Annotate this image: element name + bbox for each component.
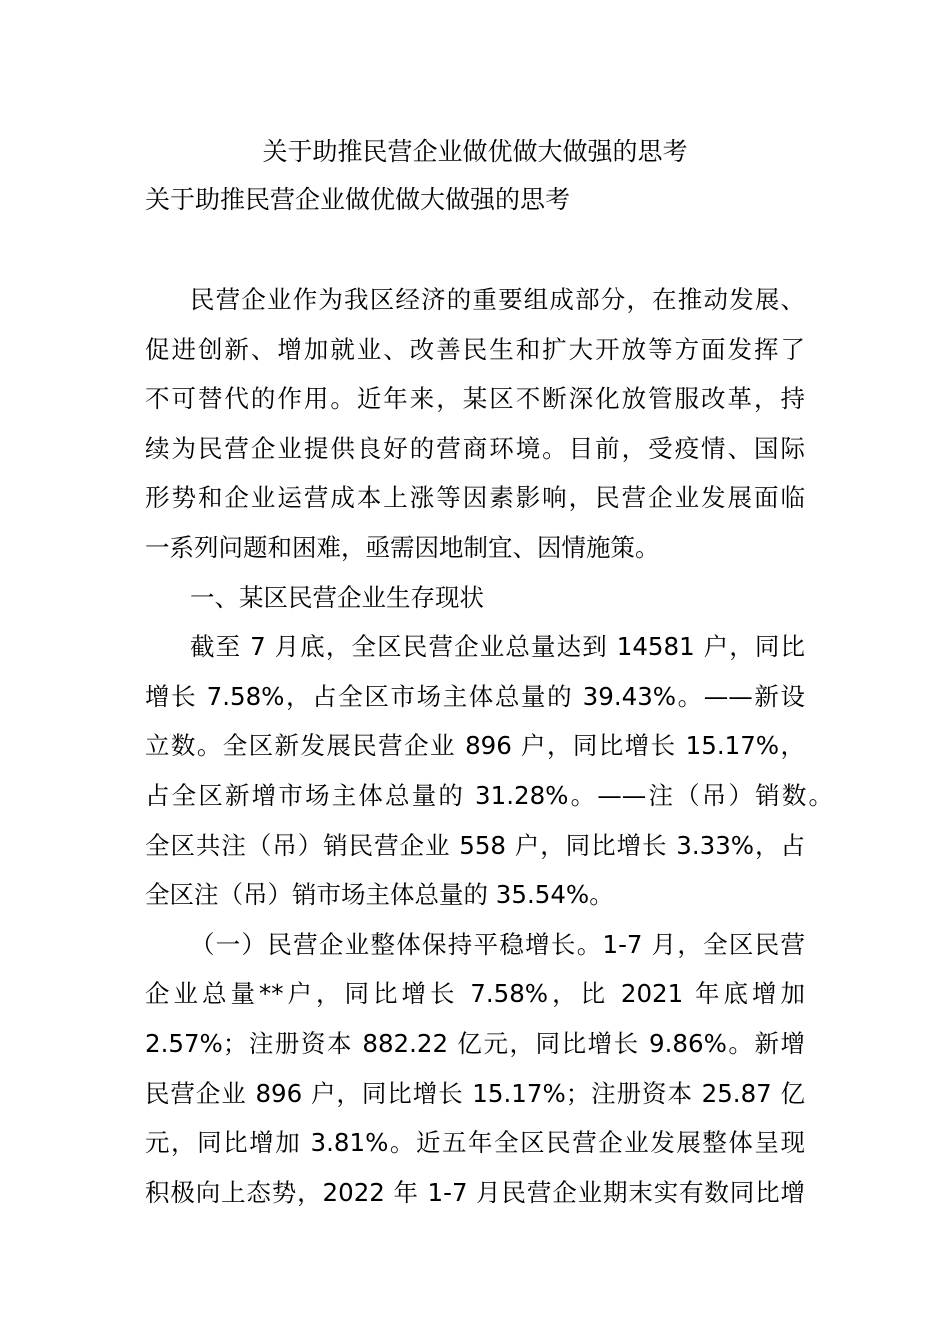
body-line: 不可替代的作用。近年来，某区不断深化放管服改革，持 bbox=[145, 384, 805, 414]
body-line: 续为民营企业提供良好的营商环境。目前，受疫情、国际 bbox=[145, 433, 805, 463]
body-line: 增长 7.58%，占全区市场主体总量的 39.43%。——新设 bbox=[145, 681, 805, 711]
body-line: 民营企业作为我区经济的重要组成部分，在推动发展、 bbox=[190, 285, 805, 314]
body-line: （一）民营企业整体保持平稳增长。1-7 月，全区民营 bbox=[190, 929, 805, 959]
paragraph-growth bbox=[145, 920, 845, 1218]
body-line: 民营企业 896 户，同比增长 15.17%；注册资本 25.87 亿 bbox=[145, 1078, 805, 1108]
body-line: 截至 7 月底，全区民营企业总量达到 14581 户，同比 bbox=[190, 632, 805, 662]
body-line: 企业总量**户，同比增长 7.58%，比 2021 年底增加 bbox=[145, 979, 805, 1009]
body-line: 2.57%；注册资本 882.22 亿元，同比增长 9.86%。新增 bbox=[145, 1028, 805, 1058]
document-subtitle: 关于助推民营企业做优做大做强的思考 bbox=[145, 185, 571, 214]
body-line: 积极向上态势，2022 年 1-7 月民营企业期末实有数同比增 bbox=[145, 1177, 805, 1207]
body-line: 促进创新、增加就业、改善民生和扩大开放等方面发挥了 bbox=[145, 334, 805, 364]
body-line: 一系列问题和困难，亟需因地制宜、因情施策。 bbox=[145, 532, 660, 562]
section-heading bbox=[145, 573, 845, 623]
body-line: 形势和企业运营成本上涨等因素影响，民营企业发展面临 bbox=[145, 483, 805, 513]
body-line: 元，同比增加 3.81%。近五年全区民营企业发展整体呈现 bbox=[145, 1128, 805, 1158]
body-line: 占全区新增市场主体总量的 31.28%。——注（吊）销数。 bbox=[145, 780, 833, 810]
paragraph-status bbox=[145, 622, 845, 920]
document-title: 关于助推民营企业做优做大做强的思考 bbox=[262, 137, 688, 166]
body-line: 全区注（吊）销市场主体总量的 35.54%。 bbox=[145, 880, 614, 910]
section-heading-line: 一、某区民营企业生存现状 bbox=[190, 582, 484, 612]
body-line: 立数。全区新发展民营企业 896 户，同比增长 15.17%， bbox=[145, 731, 805, 761]
paragraph-intro bbox=[145, 275, 845, 573]
document-body bbox=[145, 275, 845, 1217]
body-line: 全区共注（吊）销民营企业 558 户，同比增长 3.33%，占 bbox=[145, 830, 805, 860]
